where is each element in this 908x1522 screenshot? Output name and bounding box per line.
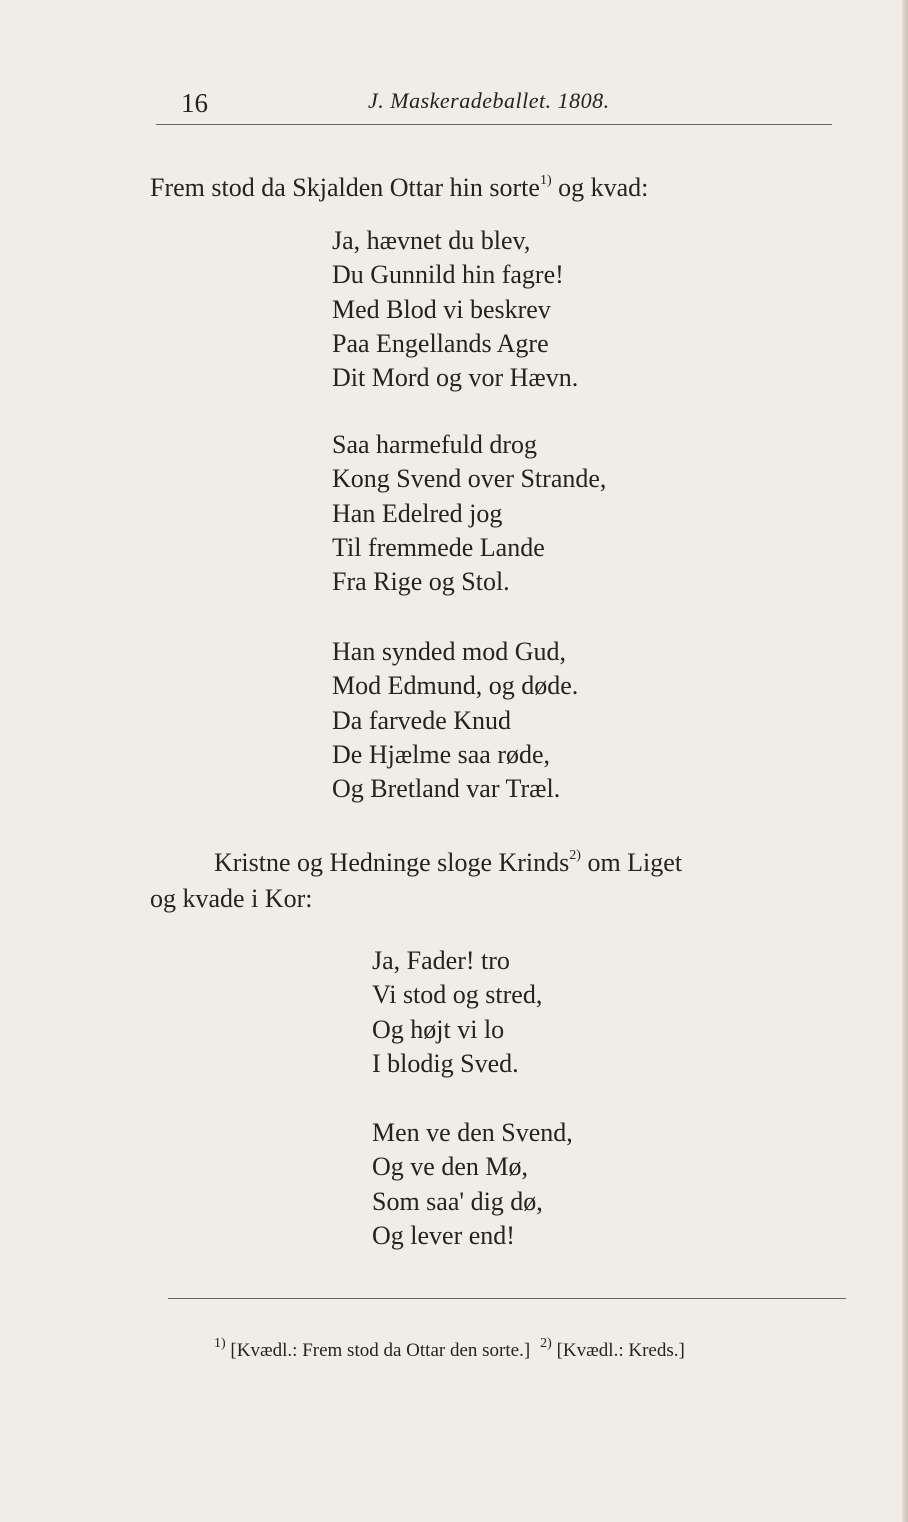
poem1-stanza-2 bbox=[332, 428, 606, 599]
verse-line: Ja, hævnet du blev, bbox=[332, 226, 531, 255]
verse-line: Til fremmede Lande bbox=[332, 532, 545, 562]
intro-text-after: og kvad: bbox=[551, 173, 649, 202]
poem1-stanza-1 bbox=[332, 224, 578, 395]
verse-line: Fra Rige og Stol. bbox=[332, 567, 510, 597]
verse-line: Mod Edmund, og døde. bbox=[332, 671, 579, 701]
footnote-text-2: [Kvædl.: Kreds.] bbox=[551, 1340, 685, 1361]
verse-line: I blodig Sved. bbox=[372, 1048, 519, 1078]
verse-line: Kong Svend over Strande, bbox=[332, 464, 607, 494]
poem2-stanza-2 bbox=[372, 1116, 573, 1253]
footnote-rule bbox=[168, 1298, 846, 1299]
verse-line: Ja, Fader! tro bbox=[372, 946, 510, 975]
footnote-mark-1: 1) bbox=[214, 1335, 226, 1351]
poem1-stanza-3 bbox=[332, 635, 578, 806]
footnote-ref-1: 1) bbox=[539, 173, 552, 189]
page-edge-shadow bbox=[902, 0, 908, 1522]
verse-line: Men ve den Svend, bbox=[372, 1118, 573, 1147]
poem2-stanza-1 bbox=[372, 944, 542, 1081]
verse-line: Da farvede Knud bbox=[332, 705, 512, 735]
verse-line: Med Blod vi beskrev bbox=[332, 294, 551, 324]
verse-line: Han synded mod Gud, bbox=[332, 637, 566, 666]
verse-line: Vi stod og stred, bbox=[372, 980, 543, 1010]
chorus-intro-line-2: og kvade i Kor: bbox=[150, 884, 313, 913]
verse-line: Du Gunnild hin fagre! bbox=[332, 260, 564, 290]
header-rule bbox=[156, 124, 832, 125]
running-title: J. Maskeradeballet. 1808. bbox=[368, 88, 610, 113]
verse-line: Han Edelred jog bbox=[332, 498, 503, 528]
verse-line: Dit Mord og vor Hævn. bbox=[332, 363, 579, 393]
verse-line: Og lever end! bbox=[372, 1220, 515, 1250]
verse-line: Som saa' dig dø, bbox=[372, 1186, 543, 1216]
verse-line: Og Bretland var Træl. bbox=[332, 774, 561, 804]
chorus-intro-line-1 bbox=[214, 845, 854, 880]
chorus-intro-text: Kristne og Hedninge sloge Krinds bbox=[214, 848, 570, 877]
page-number: 16 bbox=[181, 88, 208, 118]
footnotes bbox=[214, 1335, 685, 1362]
footnote-text-1: [Kvædl.: Frem stod da Ottar den sorte.] bbox=[225, 1340, 531, 1361]
verse-line: Paa Engellands Agre bbox=[332, 328, 549, 358]
verse-line: Og højt vi lo bbox=[372, 1014, 505, 1044]
footnote-ref-2: 2) bbox=[569, 848, 581, 864]
chorus-intro-text-after: om Liget bbox=[580, 848, 683, 877]
verse-line: De Hjælme saa røde, bbox=[332, 739, 551, 769]
footnote-mark-2: 2) bbox=[540, 1335, 552, 1351]
intro-line bbox=[150, 170, 850, 205]
intro-text: Frem stod da Skjalden Ottar hin sorte bbox=[150, 173, 540, 202]
verse-line: Og ve den Mø, bbox=[372, 1152, 528, 1182]
verse-line: Saa harmefuld drog bbox=[332, 430, 538, 459]
